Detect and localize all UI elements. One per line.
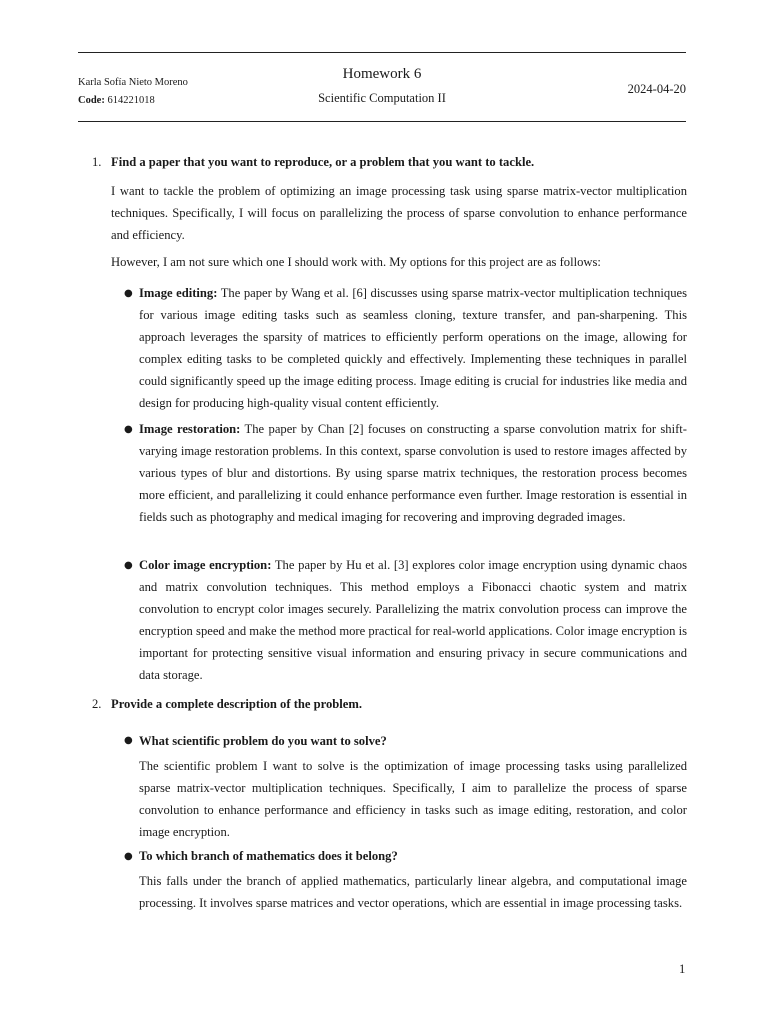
option-image-editing: [139, 282, 687, 414]
subquestion-scientific-problem: [139, 730, 687, 843]
question-1-paragraph-1: I want to tackle the problem of optimizing an image processing task using sparse matrix-vector multiplication techniques. Specifically, I will focus on parallelizing the process of sparse convolution to enhance performance and efficiency.: [111, 184, 687, 242]
option-color-image-encryption: [139, 554, 687, 686]
subquestion-answer: The scientific problem I want to solve is the optimization of image processing tasks using parallelized sparse matrix-vector multiplication techniques. Specifically, I aim to parallelize the process of sparse convolution to enhance performance and efficiency in tasks such as image editing, restoration, and color image encryption.: [139, 759, 687, 839]
bullet-icon: ●: [124, 560, 133, 571]
bullet-icon: ●: [124, 424, 133, 435]
option-label: Color image encryption:: [139, 558, 272, 572]
question-1-title: Find a paper that you want to reproduce, or a problem that you want to tackle.: [111, 155, 535, 169]
option-text: The paper by Hu et al. [3] explores color image encryption using dynamic chaos and matrix convolution techniques. This method employs a Fibonacci chaotic system and matrix convolution to encrypt color images securely. Parallelizing the matrix convolution process can improve the encryption speed and make the method more practical for real-world applications. Color image encryption is important for protecting sensitive visual information and ensuring privacy in secure communications and data storage.: [139, 558, 688, 682]
homework-title: Homework 6: [342, 66, 422, 82]
bullet-icon: ●: [124, 288, 133, 299]
question-1-number: 1.: [92, 155, 102, 169]
question-1-paragraph-2: However, I am not sure which one I should work with. My options for this project are as follows:: [111, 255, 601, 269]
bullet-icon: ●: [124, 851, 133, 862]
code-value: 614221018: [107, 95, 155, 106]
option-text: The paper by Chan [2] focuses on constructing a sparse convolution matrix for shift-varying image restoration problems. In this context, sparse convolution is used to restore images affected by various types of blur and distortions. By using sparse matrix techniques, the restoration process becomes more efficient, and parallelizing it could enhance performance even further. Image restoration is essential in fields such as photography and medical imaging for recovering and improving degraded images.: [139, 422, 687, 524]
subquestion-label: To which branch of mathematics does it belong?: [139, 849, 398, 863]
option-label: Image editing:: [139, 286, 218, 300]
option-label: Image restoration:: [139, 422, 241, 436]
question-2-number: 2.: [92, 697, 102, 711]
student-code: [78, 92, 188, 110]
subquestion-answer: This falls under the branch of applied mathematics, particularly linear algebra, and computational image processing. It involves sparse matrices and vector operations, which are essential in image processing tasks.: [139, 874, 687, 910]
bullet-icon: ●: [124, 735, 133, 746]
date: 2024-04-20: [627, 82, 686, 96]
option-text: The paper by Wang et al. [6] discusses using sparse matrix-vector multiplication techniques for various image editing tasks such as seamless cloning, texture transfer, and pan-sharpening. This approach leverages the sparsity of matrices to efficiently perform operations on the image, allowing for complex editing tasks to be completed quickly and effectively. Implementing these techniques in parallel could significantly speed up the image editing process. Image editing is crucial for industries like media and design for producing high-quality visual content efficiently.: [139, 286, 687, 410]
page-number: 1: [679, 962, 686, 976]
header-bottom-rule: [78, 121, 686, 122]
option-image-restoration: [139, 418, 687, 528]
subquestion-math-branch: [139, 845, 687, 914]
header-top-rule: [78, 52, 686, 53]
author-name: Karla Sofía Nieto Moreno: [78, 77, 188, 88]
question-2-title: Provide a complete description of the problem.: [111, 697, 363, 711]
code-label: Code:: [78, 95, 105, 106]
subquestion-label: What scientific problem do you want to solve?: [139, 734, 387, 748]
author-block: [78, 74, 188, 110]
course-name: Scientific Computation II: [318, 91, 446, 105]
